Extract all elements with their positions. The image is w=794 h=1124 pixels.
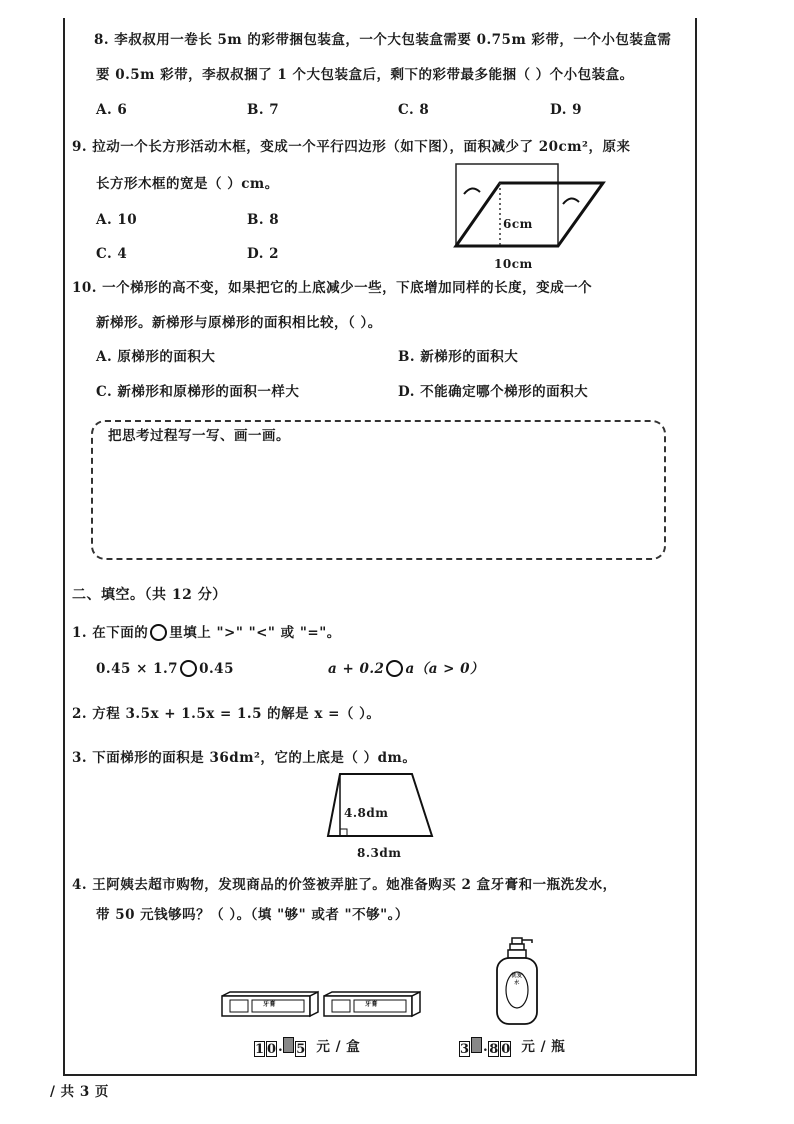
s2-q1-text-b: 里填上 ">" "<" 或 "="。 bbox=[169, 625, 341, 641]
q9-fig-height-label: 6cm bbox=[503, 217, 533, 231]
q9-option-b: B. 8 bbox=[247, 212, 280, 228]
s2-q4-line2: 带 50 元钱够吗？（ ）。（填 "够" 或者 "不够"。） bbox=[96, 907, 409, 923]
q8-option-a: A. 6 bbox=[96, 102, 128, 118]
q9-line2: 长方形木框的宽是（ ）cm。 bbox=[96, 176, 279, 192]
s2-q1-text bbox=[72, 624, 341, 641]
q9-parallelogram-figure bbox=[448, 160, 608, 255]
s2-q4-line1: 4. 王阿姨去超市购物，发现商品的价签被弄脏了。她准备购买 2 盒牙膏和一瓶洗发水， bbox=[72, 877, 617, 893]
q10-line1: 10. 一个梯形的高不变，如果把它的上底减少一些，下底增加同样的长度，变成一个 bbox=[72, 280, 593, 296]
price-tag-toothpaste bbox=[254, 1037, 360, 1057]
price2-digit-3: 8 bbox=[489, 1042, 499, 1057]
price1-digit-smudged bbox=[283, 1037, 294, 1053]
q9-option-a: A. 10 bbox=[96, 212, 138, 228]
s2-q1-expr1-right: 0.45 bbox=[199, 661, 234, 677]
q10-option-b: B. 新梯形的面积大 bbox=[398, 349, 519, 365]
q8-option-d: D. 9 bbox=[550, 102, 583, 118]
q10-line2: 新梯形。新梯形与原梯形的面积相比较，（ ）。 bbox=[96, 315, 382, 331]
circle-icon bbox=[150, 624, 167, 641]
compare-circle-1[interactable] bbox=[180, 660, 197, 677]
price2-unit: 元 / 瓶 bbox=[521, 1039, 566, 1055]
shampoo-bottle-label: 洗发水 bbox=[511, 973, 523, 986]
q10-option-d: D. 不能确定哪个梯形的面积大 bbox=[398, 384, 589, 400]
s2-q1-text-a: 1. 在下面的 bbox=[72, 625, 149, 641]
q9-option-d: D. 2 bbox=[247, 246, 280, 262]
page-footer: / 共 3 页 bbox=[50, 1084, 109, 1100]
s2-q3-fig-height-label: 4.8dm bbox=[344, 806, 389, 820]
q9-option-c: C. 4 bbox=[96, 246, 128, 262]
s2-q2: 2. 方程 3.5x + 1.5x = 1.5 的解是 x =（ ）。 bbox=[72, 706, 381, 722]
q10-option-a: A. 原梯形的面积大 bbox=[96, 349, 216, 365]
s2-q3-text: 3. 下面梯形的面积是 36dm²，它的上底是（ ）dm。 bbox=[72, 750, 417, 766]
thinking-box-prompt: 把思考过程写一写、画一画。 bbox=[108, 428, 290, 444]
price2-digit-smudged bbox=[471, 1037, 482, 1053]
section2-title: 二、填空。（共 12 分） bbox=[72, 587, 227, 603]
s2-q1-expr1-left: 0.45 × 1.7 bbox=[96, 661, 179, 677]
toothpaste-label-2: 牙膏 bbox=[365, 1001, 379, 1008]
price1-digit-1: 1 bbox=[255, 1042, 265, 1057]
compare-circle-2[interactable] bbox=[386, 660, 403, 677]
s2-q1-expr1 bbox=[96, 660, 234, 677]
q9-line1: 9. 拉动一个长方形活动木框，变成一个平行四边形（如下图），面积减少了 20cm²，原来 bbox=[72, 139, 631, 155]
q8-option-c: C. 8 bbox=[398, 102, 430, 118]
s2-q1-expr2-right: a（a > 0） bbox=[405, 661, 485, 677]
price2-digit-1: 3 bbox=[460, 1042, 470, 1057]
price1-unit: 元 / 盒 bbox=[316, 1039, 361, 1055]
s2-q1-expr2 bbox=[328, 660, 484, 677]
q9-fig-base-label: 10cm bbox=[494, 257, 533, 271]
q10-option-c: C. 新梯形和原梯形的面积一样大 bbox=[96, 384, 300, 400]
price1-digit-2: 0 bbox=[267, 1042, 277, 1057]
price2-digit-4: 0 bbox=[501, 1042, 511, 1057]
s2-q1-expr2-left: a + 0.2 bbox=[328, 661, 385, 677]
q8-line1: 8. 李叔叔用一卷长 5m 的彩带捆包装盒，一个大包装盒需要 0.75m 彩带，一个小包装盒需 bbox=[94, 32, 672, 48]
toothpaste-label-1: 牙膏 bbox=[263, 1001, 277, 1008]
decimal-point: . bbox=[278, 1039, 284, 1055]
price-tag-shampoo bbox=[459, 1037, 565, 1057]
price1-digit-4: 5 bbox=[296, 1042, 306, 1057]
decimal-point: . bbox=[483, 1039, 489, 1055]
q8-line2: 要 0.5m 彩带，李叔叔捆了 1 个大包装盒后，剩下的彩带最多能捆（ ）个小包装盒。 bbox=[96, 67, 634, 83]
s2-q3-fig-base-label: 8.3dm bbox=[357, 846, 402, 860]
q8-option-b: B. 7 bbox=[247, 102, 280, 118]
